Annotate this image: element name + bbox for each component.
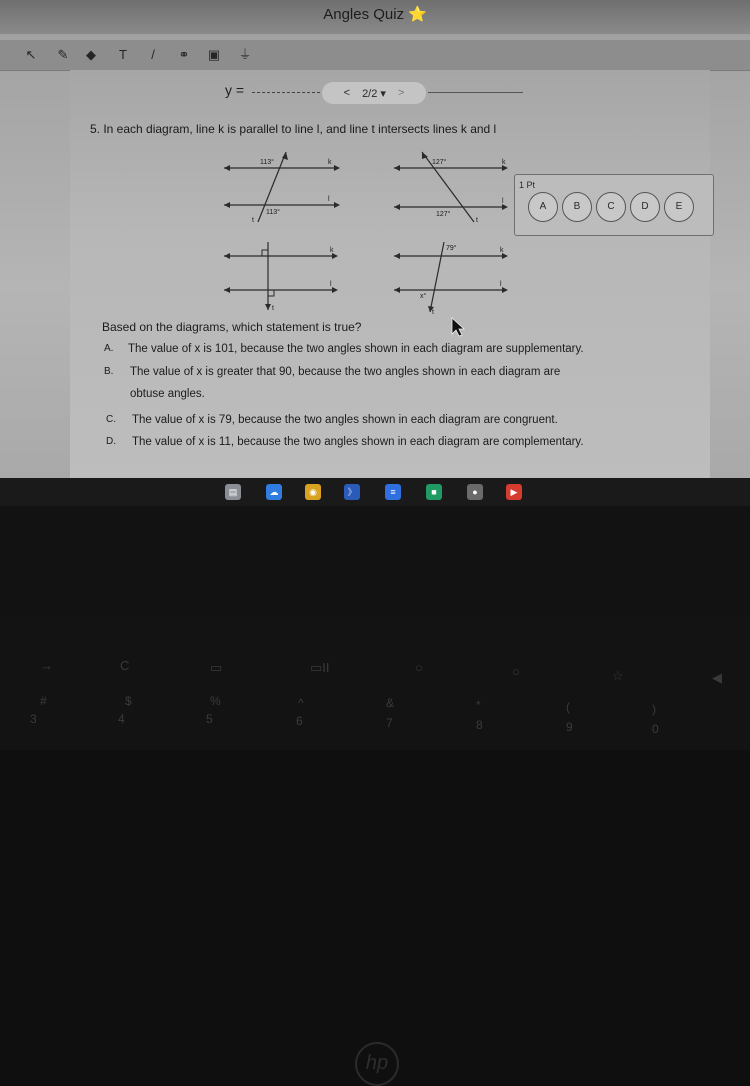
key-4: 4 bbox=[118, 712, 125, 726]
key-6: 6 bbox=[296, 714, 303, 728]
d2-top-angle: 127° bbox=[432, 159, 447, 166]
d4-k-label: k bbox=[500, 247, 504, 254]
key-overview-icon: ▭II bbox=[310, 660, 330, 675]
app-title: Angles Quiz bbox=[323, 6, 405, 23]
choice-e-button[interactable]: E bbox=[664, 192, 694, 222]
screen bbox=[0, 0, 750, 478]
key-9: 9 bbox=[566, 720, 573, 734]
annotation-toolbar bbox=[0, 40, 750, 71]
photos-app-icon[interactable]: ☁ bbox=[266, 484, 282, 500]
link-tool-icon[interactable]: ⚭ bbox=[178, 47, 190, 62]
option-a-text: The value of x is 101, because the two angles shown in each diagram are supplementary. bbox=[128, 343, 584, 355]
key-asterisk-symbol: * bbox=[476, 698, 481, 712]
key-paren-open-symbol: ( bbox=[566, 700, 570, 714]
d4-t-label: t bbox=[432, 309, 434, 316]
pen-tool-icon[interactable]: ✎ bbox=[57, 47, 69, 62]
mic-tool-icon[interactable]: ⏚ bbox=[238, 47, 252, 62]
files-app-icon[interactable]: ▤ bbox=[225, 484, 241, 500]
option-b-letter: B. bbox=[104, 366, 114, 377]
key-8: 8 bbox=[476, 718, 483, 732]
key-caret-symbol: ^ bbox=[298, 696, 304, 710]
option-d-letter: D. bbox=[106, 436, 116, 447]
image-tool-icon[interactable]: ▣ bbox=[207, 47, 221, 62]
laptop-keyboard bbox=[0, 616, 750, 750]
d1-t-label: t bbox=[252, 217, 254, 224]
d3-t-label: t bbox=[272, 305, 274, 312]
key-forward-icon: → bbox=[40, 658, 53, 673]
d1-l-label: l bbox=[328, 196, 330, 203]
key-paren-close-symbol: ) bbox=[652, 702, 656, 716]
key-7: 7 bbox=[386, 716, 393, 730]
key-hash-symbol: # bbox=[40, 694, 47, 708]
question-text: 5. In each diagram, line k is parallel to line l, and line t intersects lines k and l bbox=[90, 122, 497, 136]
d3-k-label: k bbox=[330, 247, 334, 254]
key-0: 0 bbox=[652, 722, 659, 736]
d1-k-label: k bbox=[328, 159, 332, 166]
prev-page-button[interactable]: < bbox=[343, 87, 351, 99]
d4-l-label: l bbox=[500, 281, 502, 288]
option-c-text: The value of x is 79, because the two angles shown in each diagram are congruent. bbox=[132, 414, 558, 426]
key-5: 5 bbox=[206, 712, 213, 726]
choice-b-button[interactable]: B bbox=[562, 192, 592, 222]
diagram-2 bbox=[392, 150, 512, 225]
diagram-1 bbox=[222, 150, 342, 225]
d4-bottom-angle: x° bbox=[420, 293, 427, 300]
eraser-tool-icon[interactable]: ◆ bbox=[86, 47, 96, 62]
hp-logo: hp bbox=[355, 1042, 399, 1086]
next-page-button[interactable]: > bbox=[397, 87, 405, 99]
points-label: 1 Pt bbox=[519, 180, 536, 190]
previous-answer-line[interactable] bbox=[252, 92, 320, 93]
star-icon: ⭐ bbox=[408, 6, 427, 23]
key-ampersand-symbol: & bbox=[386, 696, 395, 710]
d2-t-label: t bbox=[476, 217, 478, 224]
key-fullscreen-icon: ▭ bbox=[210, 660, 223, 675]
page-navigator bbox=[322, 82, 426, 104]
camera-app-icon[interactable]: ● bbox=[467, 484, 483, 500]
previous-answer-label: y = bbox=[225, 82, 245, 98]
select-tool-icon[interactable]: ↖ bbox=[25, 47, 37, 62]
option-d-text: The value of x is 11, because the two angles shown in each diagram are complementary. bbox=[132, 436, 584, 448]
d2-bottom-angle: 127° bbox=[436, 211, 451, 218]
taskbar bbox=[0, 478, 750, 506]
key-percent-symbol: % bbox=[210, 694, 221, 708]
d1-bottom-angle: 113° bbox=[266, 209, 280, 216]
diagram-3 bbox=[222, 238, 342, 316]
d2-k-label: k bbox=[502, 159, 506, 166]
docs-app-icon[interactable]: ≡ bbox=[385, 484, 401, 500]
page-selector[interactable]: 2/2 ▾ bbox=[362, 87, 386, 100]
option-c-letter: C. bbox=[106, 414, 116, 425]
option-a-letter: A. bbox=[104, 343, 114, 354]
option-b-text-continued: obtuse angles. bbox=[130, 388, 205, 400]
choice-a-button[interactable]: A bbox=[528, 192, 558, 222]
text-tool-icon[interactable]: T bbox=[119, 47, 127, 62]
d1-top-angle: 113° bbox=[260, 159, 274, 166]
title-bar bbox=[0, 0, 750, 34]
d3-l-label: l bbox=[330, 281, 332, 288]
choice-d-button[interactable]: D bbox=[630, 192, 660, 222]
question-prompt: Based on the diagrams, which statement is true? bbox=[102, 320, 362, 334]
key-volume-icon: ◀ bbox=[712, 670, 722, 685]
classroom-app-icon[interactable]: 》 bbox=[344, 484, 360, 500]
d2-l-label: l bbox=[502, 198, 504, 205]
key-mute-icon: ☆ bbox=[612, 668, 624, 683]
d4-top-angle: 79° bbox=[446, 245, 457, 252]
chrome-app-icon[interactable]: ◉ bbox=[305, 484, 321, 500]
previous-answer-line-2 bbox=[428, 92, 523, 93]
diagram-4 bbox=[392, 238, 512, 316]
key-refresh-icon: C bbox=[120, 658, 130, 673]
choice-c-button[interactable]: C bbox=[596, 192, 626, 222]
key-brightness-up-icon: ○ bbox=[512, 664, 520, 679]
key-3: 3 bbox=[30, 712, 37, 726]
meet-app-icon[interactable]: ■ bbox=[426, 484, 442, 500]
mouse-cursor-icon bbox=[450, 316, 466, 338]
line-tool-icon[interactable]: / bbox=[151, 47, 155, 62]
option-b-text: The value of x is greater that 90, because the two angles shown in each diagram are bbox=[130, 366, 561, 378]
key-brightness-down-icon: ○ bbox=[415, 660, 423, 675]
key-dollar-symbol: $ bbox=[125, 694, 132, 708]
youtube-app-icon[interactable]: ▶ bbox=[506, 484, 522, 500]
